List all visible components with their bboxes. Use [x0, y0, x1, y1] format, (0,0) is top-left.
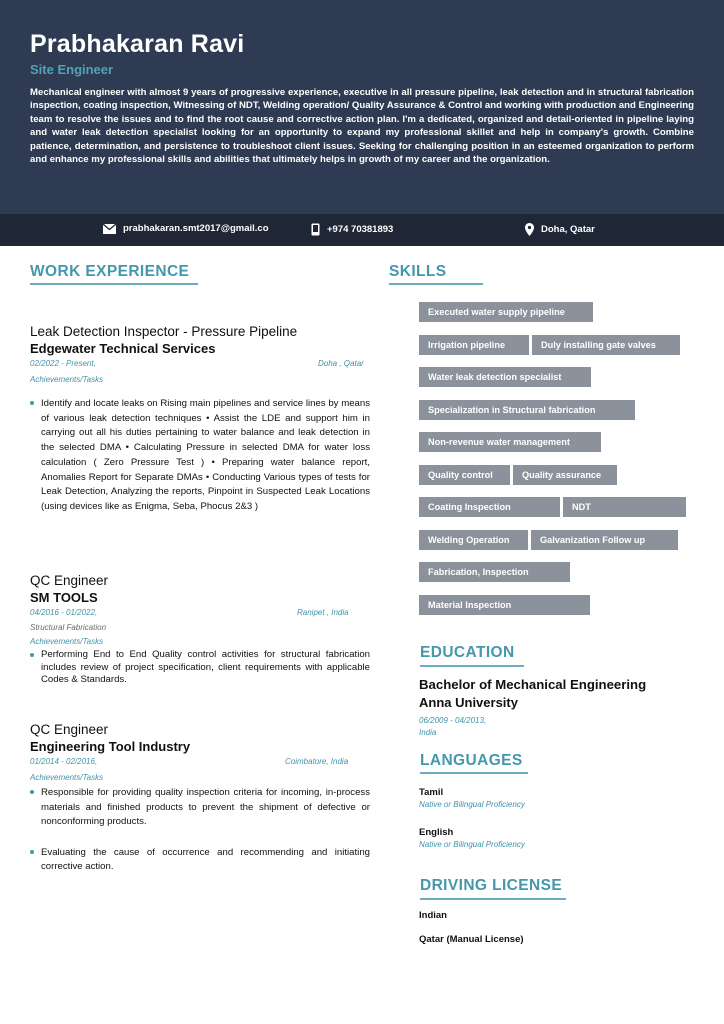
job-bullet: Evaluating the cause of occurrence and recommending and initiating corrective action.	[30, 846, 370, 875]
driving-license-heading-underline	[420, 898, 566, 900]
skill-chip: Irrigation pipeline	[419, 335, 529, 355]
skill-chip: Coating Inspection	[419, 497, 560, 517]
phone-text: +974 70381893	[327, 224, 394, 235]
contact-bar	[0, 214, 724, 246]
license-item: Indian	[419, 910, 447, 921]
envelope-icon	[103, 224, 116, 234]
achievements-label: Achievements/Tasks	[30, 375, 104, 384]
work-experience-heading: WORK EXPERIENCE	[30, 263, 190, 280]
job-title: Leak Detection Inspector - Pressure Pipeline	[30, 324, 298, 339]
education-location: India	[419, 728, 437, 737]
skill-chip: NDT	[563, 497, 686, 517]
job-dates: 01/2014 - 02/2016,	[30, 757, 98, 766]
mobile-phone-icon	[311, 223, 320, 236]
skill-row	[419, 465, 689, 485]
job-title: QC Engineer	[30, 573, 109, 588]
achievements-label: Achievements/Tasks	[30, 773, 104, 782]
skill-chip: Duly installing gate valves	[532, 335, 680, 355]
skill-chip: Executed water supply pipeline	[419, 302, 593, 322]
skill-chip: Welding Operation	[419, 530, 528, 550]
skill-row	[419, 432, 689, 452]
language-name: Tamil	[419, 787, 444, 798]
education-degree: Bachelor of Mechanical Engineering	[419, 677, 647, 692]
job-meta	[30, 757, 370, 771]
job-dates: 04/2016 - 01/2022,	[30, 608, 98, 617]
job-meta	[30, 359, 370, 373]
job-company: Edgewater Technical Services	[30, 341, 216, 356]
work-heading-underline	[30, 283, 198, 285]
job-department: Structural Fabrication	[30, 623, 107, 632]
skill-row	[419, 367, 689, 387]
skills-heading: SKILLS	[389, 263, 447, 280]
skill-row	[419, 335, 689, 355]
location-text: Doha, Qatar	[541, 224, 595, 235]
map-pin-icon	[525, 223, 534, 236]
profile-summary: Mechanical engineer with almost 9 years of progressive experience, executive in all pressure pipeline, leak detection and in structural fabrication inspection, coating inspection, Witnessing of NDT, Welding operation/ Quality Assurance & Control and working with production and Engineering team to resolve the issues and to find the root cause and corrective action plan. I'm a dedicated, organized and detail-oriented in pipeline laying and water leak detection specialist looking for an opportunity to expand my professional skillet and help in company's growth. Combine patience, determination, and persistence to troubleshoot client issues. Seeking for challenging position in an esteemed organization to perform and enhance my professional skills and abilities that ultimately helps in growth of my career and the organization.	[30, 87, 694, 166]
skill-row	[419, 595, 689, 615]
skills-heading-underline	[389, 283, 483, 285]
education-school: Anna University	[419, 695, 518, 710]
skill-chip: Specialization in Structural fabrication	[419, 400, 635, 420]
skill-row	[419, 302, 689, 322]
email-text: prabhakaran.smt2017@gmail.co	[123, 223, 269, 234]
language-level: Native or Bilingual Proficiency	[419, 840, 525, 849]
driving-license-heading: DRIVING LICENSE	[420, 877, 563, 894]
skill-row	[419, 530, 689, 550]
skill-chip: Fabrication, Inspection	[419, 562, 570, 582]
job-location: Ranipet , India	[297, 608, 349, 617]
candidate-role: Site Engineer	[30, 62, 114, 77]
resume-header	[0, 0, 724, 214]
education-heading-underline	[420, 665, 524, 667]
job-location: Doha , Qatar	[318, 359, 364, 368]
skill-chip: Water leak detection specialist	[419, 367, 591, 387]
contact-email	[103, 223, 269, 234]
job-bullet: Identify and locate leaks on Rising main pipelines and service lines by means of various leak detection techniques • Assist the LDE and support him in carrying out all his duties pertaining to water balance and leak detection in the selected DMA • Calculating Pressure in selected DMA for water loss calculation ( Zero Pressure Test ) • Preparing water balance report, Anomalies Report for Separate DMAs • Conducting Various types of tests for Leak Detection, Analyzing the reports, Pinpoint in Suspected Leak Locations (using devices like as Enigma, Seba, Phocus 2&3 )	[30, 397, 370, 515]
skill-chip: Quality assurance	[513, 465, 617, 485]
job-dates: 02/2022 - Present,	[30, 359, 96, 368]
languages-heading: LANGUAGES	[420, 752, 523, 769]
job-meta	[30, 608, 370, 622]
job-entry	[30, 573, 370, 687]
skill-row	[419, 497, 689, 517]
education-dates: 06/2009 - 04/2013,	[419, 716, 487, 725]
language-item	[419, 827, 525, 849]
skill-chip: Galvanization Follow up	[531, 530, 678, 550]
job-company: Engineering Tool Industry	[30, 739, 191, 754]
skill-row	[419, 400, 689, 420]
candidate-name: Prabhakaran Ravi	[30, 30, 245, 58]
contact-location	[525, 223, 595, 236]
achievements-label: Achievements/Tasks	[30, 637, 104, 646]
language-name: English	[419, 827, 454, 838]
skills-list	[419, 302, 689, 627]
job-title: QC Engineer	[30, 722, 109, 737]
languages-heading-underline	[420, 772, 528, 774]
license-item: Qatar (Manual License)	[419, 934, 524, 945]
job-location: Coimbatore, India	[285, 757, 349, 766]
contact-phone	[311, 223, 393, 236]
job-entry	[30, 324, 370, 515]
language-level: Native or Bilingual Proficiency	[419, 800, 525, 809]
skill-row	[419, 562, 689, 582]
job-entry	[30, 722, 370, 875]
skill-chip: Material Inspection	[419, 595, 590, 615]
language-item	[419, 787, 525, 809]
job-company: SM TOOLS	[30, 590, 98, 605]
job-bullet: Responsible for providing quality inspection criteria for incoming, in-process materials and finished products to prevent the shipment of defective or nonconforming products.	[30, 786, 370, 830]
education-heading: EDUCATION	[420, 644, 515, 661]
skill-chip: Quality control	[419, 465, 510, 485]
skill-chip: Non-revenue water management	[419, 432, 601, 452]
job-bullet: Performing End to End Quality control activities for structural fabrication includes review of project specification, client requirements with applicable Codes & Standards.	[30, 649, 370, 687]
